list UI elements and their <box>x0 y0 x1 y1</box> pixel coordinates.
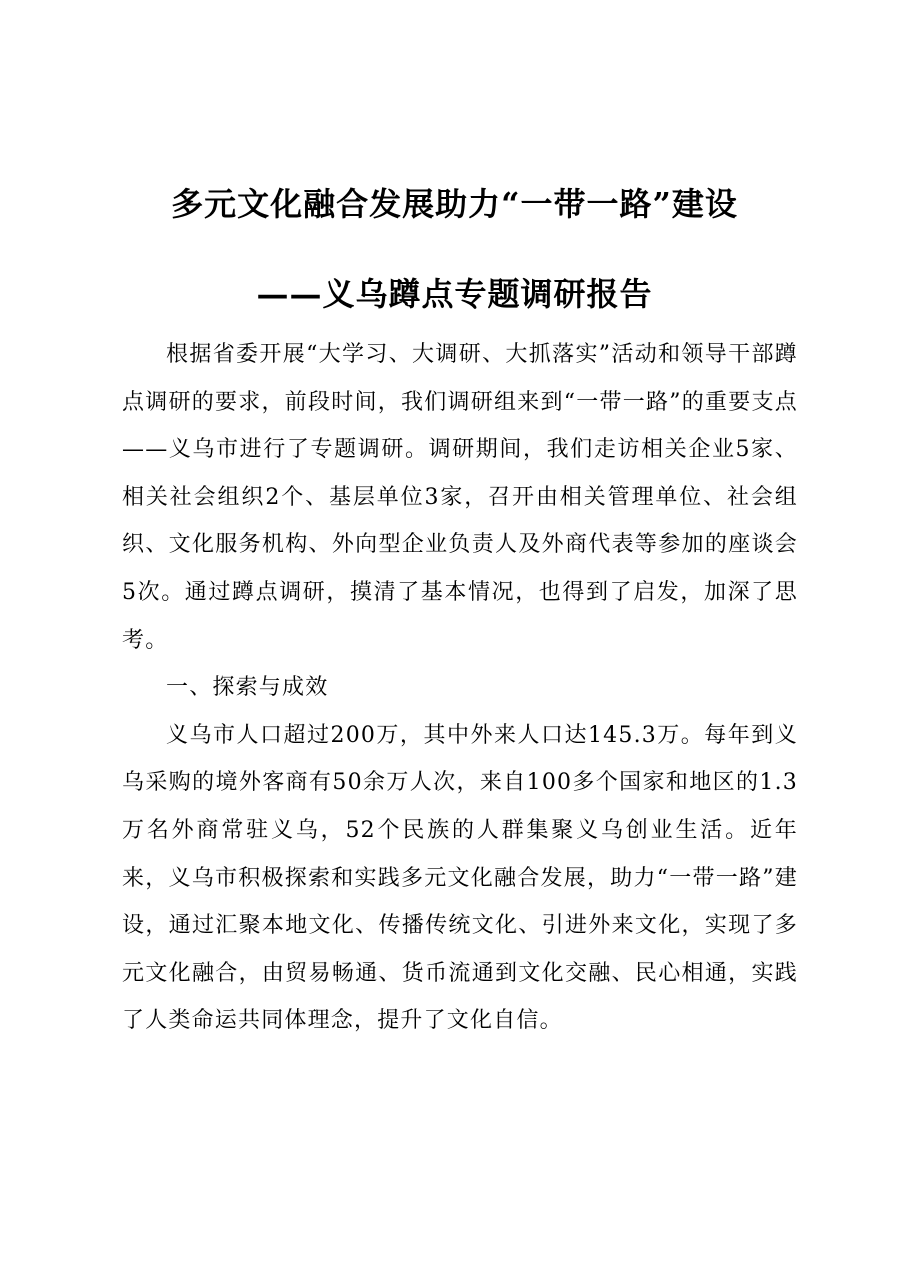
document-body <box>122 331 798 1045</box>
document-subtitle: ——义乌蹲点专题调研报告 <box>256 274 653 313</box>
document-title: 多元文化融合发展助力“一带一路”建设 <box>171 185 738 224</box>
section-heading: 一、探索与成效 <box>166 675 329 701</box>
paragraph-overview: 义乌市人口超过200万，其中外来人口达145.3万。每年到义乌采购的境外客商有50余万人次，来自100多个国家和地区的1.3万名外商常驻义乌，52个民族的人群集聚义乌创业生活。近年来，义乌市积极探索和实践多元文化融合发展，助力“一带一路”建设，通过汇聚本地文化、传播传统文化、引进外来文化，实现了多元文化融合，由贸易畅通、货币流通到文化交融、民心相通，实践了人类命运共同体理念，提升了文化自信。 <box>122 722 798 1034</box>
paragraph-intro: 根据省委开展“大学习、大调研、大抓落实”活动和领导干部蹲点调研的要求，前段时间，我们调研组来到“一带一路”的重要支点——义乌市进行了专题调研。调研期间，我们走访相关企业5家、相关社会组织2个、基层单位3家，召开由相关管理单位、社会组织、文化服务机构、外向型企业负责人及外商代表等参加的座谈会5次。通过蹲点调研，摸清了基本情况，也得到了启发，加深了思考。 <box>122 342 798 653</box>
